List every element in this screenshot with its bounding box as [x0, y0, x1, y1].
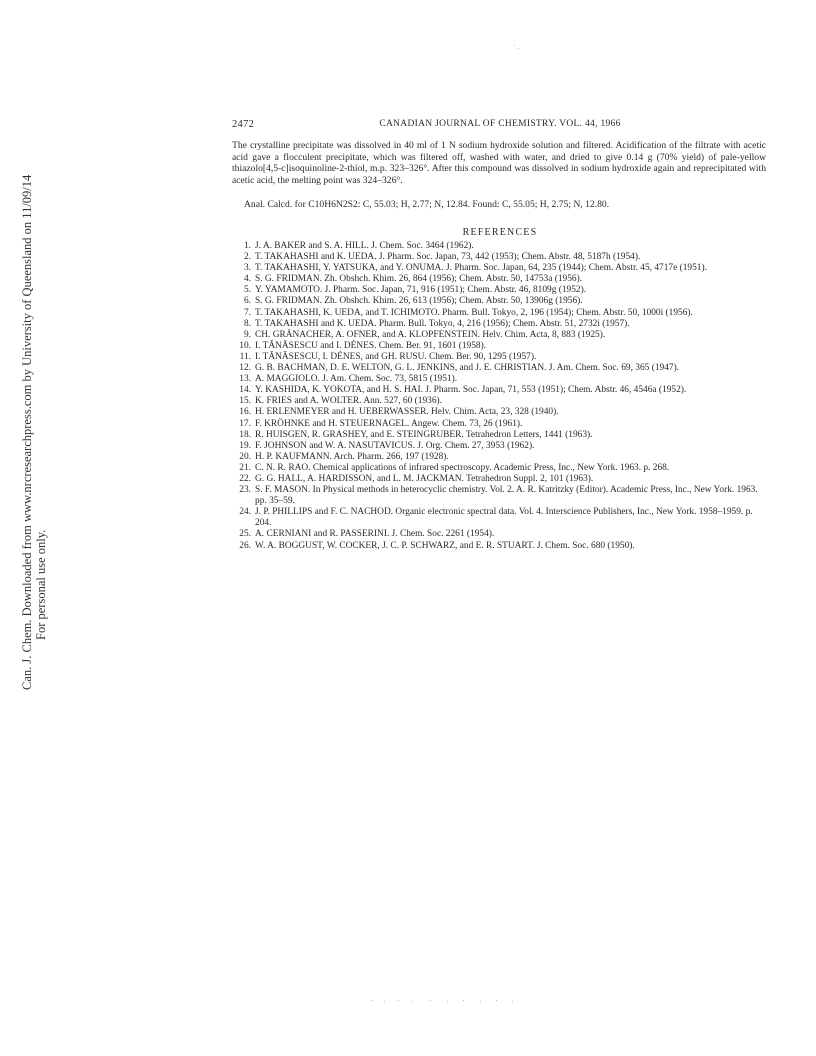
- running-header: [232, 119, 768, 133]
- reference-number: 8.: [243, 318, 251, 329]
- reference-item: [232, 474, 766, 485]
- reference-text: G. B. BACHMAN, D. E. WELTON, G. L. JENKINS, and J. E. CHRISTIAN. J. Am. Chem. Soc. 69, 365 (1947).: [255, 363, 680, 374]
- reference-number: 19.: [239, 440, 251, 451]
- reference-text: K. FRIES and A. WOLTER. Ann. 527, 60 (1936).: [255, 396, 442, 407]
- reference-text: J. A. BAKER and S. A. HILL. J. Chem. Soc. 3464 (1962).: [255, 241, 474, 251]
- reference-number: 15.: [239, 396, 251, 407]
- reference-number: 25.: [239, 529, 251, 540]
- body-paragraph: The crystalline precipitate was dissolved in 40 ml of 1 N sodium hydroxide solution and filtered. Acidification of the filtrate with acetic acid gave a flocculent precipitate, which was filtered off, washed with water, and dried to give 0.14 g (70% yield) of pale-yellow thiazolo[4,5-c]isoquinoline-2-thiol, m.p. 323–326°. After this compound was dissolved in sodium hydroxide again and reprecipitated with acetic acid, the melting point was 324–326°.: [232, 140, 766, 186]
- personal-use-notice: For personal use only.: [34, 529, 48, 640]
- reference-item: [232, 507, 766, 529]
- reference-text: T. TAKAHASHI, Y. YATSUKA, and Y. ONUMA. J. Pharm. Soc. Japan, 64, 235 (1944); Chem. Abstr. 45, 4717e (1951).: [255, 263, 707, 274]
- references-heading: REFERENCES: [462, 227, 538, 238]
- reference-text: A. MAGGIOLO. J. Am. Chem. Soc. 73, 5815 (1951).: [255, 374, 458, 385]
- reference-text: I. TĂNĂSESCU, I. DÉNES, and GH. RUSU. Chem. Ber. 90, 1295 (1957).: [255, 351, 537, 362]
- scan-speck: [372, 1000, 373, 1001]
- reference-text: Y. YAMAMOTO. J. Pharm. Soc. Japan, 71, 916 (1951); Chem. Abstr. 46, 8109g (1952).: [255, 285, 587, 296]
- references-list: [232, 241, 766, 552]
- reference-text: S. F. MASON. In Physical methods in heterocyclic chemistry. Vol. 2. A. R. Katritzky (Editor). Academic Press, Inc., New York. 1963. pp. 35–59.: [255, 485, 758, 507]
- reference-item: [232, 541, 766, 552]
- reference-text: H. P. KAUFMANN. Arch. Pharm. 266, 197 (1928).: [255, 451, 449, 462]
- reference-item: [232, 252, 766, 263]
- reference-item: [232, 341, 766, 352]
- reference-text: CH. GRÄNACHER, A. OFNER, and A. KLOPFENSTEIN. Helv. Chim. Acta, 8, 883 (1925).: [255, 329, 606, 340]
- reference-item: [232, 330, 766, 341]
- reference-text: J. P. PHILLIPS and F. C. NACHOD. Organic electronic spectral data. Vol. 4. Interscience Publishers, Inc., New York. 1958–1959. p. 204.: [255, 507, 753, 529]
- reference-text: S. G. FRIDMAN. Zh. Obshch. Khim. 26, 864 (1956); Chem. Abstr. 50, 14753a (1956).: [255, 274, 583, 285]
- scan-speck: [496, 1000, 497, 1001]
- reference-item: [232, 274, 766, 285]
- scan-speck: [480, 1001, 481, 1002]
- reference-text: S. G. FRIDMAN. Zh. Obshch. Khim. 26, 613 (1956); Chem. Abstr. 50, 13906g (1956).: [255, 296, 583, 307]
- reference-item: [232, 407, 766, 418]
- reference-text: T. TAKAHASHI and K. UEDA. Pharm. Bull. Tokyo, 4, 216 (1956); Chem. Abstr. 51, 2732i (1957).: [255, 318, 630, 329]
- reference-number: 9.: [243, 329, 251, 340]
- reference-text: F. JOHNSON and W. A. NASUTAVICUS. J. Org. Chem. 27, 3953 (1962).: [255, 440, 535, 451]
- reference-number: 24.: [239, 507, 251, 518]
- reference-item: [232, 419, 766, 430]
- reference-number: 13.: [239, 374, 251, 385]
- reference-text: H. ERLENMEYER and H. UEBERWASSER. Helv. Chim. Acta, 23, 328 (1940).: [255, 407, 559, 418]
- reference-number: 12.: [239, 363, 251, 374]
- page-number: 2472: [232, 119, 255, 130]
- reference-text: C. N. R. RAO. Chemical applications of infrared spectroscopy. Academic Press, Inc., New York. 1963. p. 268.: [255, 462, 670, 473]
- reference-item: [232, 452, 766, 463]
- reference-text: G. G. HALL, A. HARDISSON, and L. M. JACKMAN. Tetrahedron Suppl. 2, 101 (1963).: [255, 473, 594, 484]
- reference-text: T. TAKAHASHI, K. UEDA, and T. ICHIMOTO. Pharm. Bull. Tokyo, 2, 196 (1954); Chem. Abstr. 50, 1000i (1956).: [255, 307, 693, 318]
- elemental-analysis: Anal. Calcd. for C10H6N2S2: C, 55.03; H, 2.77; N, 12.84. Found: C, 55.05; H, 2.75; N, 12.80.: [244, 199, 610, 210]
- reference-number: 23.: [239, 485, 251, 496]
- reference-number: 6.: [243, 296, 251, 307]
- reference-number: 5.: [243, 285, 251, 296]
- scan-speck: [463, 1000, 464, 1001]
- download-notice-text: [20, 175, 48, 690]
- journal-title: CANADIAN JOURNAL OF CHEMISTRY. VOL. 44, 1966: [379, 119, 621, 129]
- reference-text: Y. KASHIDA, K. YOKOTA, and H. S. HAI. J. Pharm. Soc. Japan, 71, 553 (1951); Chem. Abstr. 46, 4546a (1952).: [255, 385, 687, 396]
- reference-number: 26.: [239, 540, 251, 551]
- scan-speck: [398, 1000, 399, 1001]
- reference-text: A. CERNIANI and R. PASSERINI. J. Chem. Soc. 2261 (1954).: [255, 529, 495, 540]
- reference-number: 3.: [243, 263, 251, 274]
- reference-item: [232, 363, 766, 374]
- scan-speck: [514, 45, 515, 46]
- scan-speck: [412, 1001, 413, 1002]
- reference-item: [232, 485, 766, 507]
- scan-speck: [384, 1001, 385, 1002]
- reference-item: [232, 529, 766, 540]
- scan-speck: [518, 48, 519, 49]
- reference-number: 17.: [239, 418, 251, 429]
- download-notice-line: Can. J. Chem. Downloaded from www.nrcresearchpress.com by University of Queensland on 11/09/14: [20, 174, 34, 690]
- reference-item: [232, 463, 766, 474]
- reference-number: 10.: [239, 340, 251, 351]
- reference-item: [232, 308, 766, 319]
- reference-number: 18.: [239, 429, 251, 440]
- reference-text: R. HUISGEN, R. GRASHEY, and E. STEINGRUBER. Tetrahedron Letters, 1441 (1963).: [255, 429, 593, 440]
- reference-number: 21.: [239, 462, 251, 473]
- download-notice-sidebar: [0, 0, 48, 1056]
- reference-item: [232, 352, 766, 363]
- reference-text: F. KRÖHNKE and H. STEUERNAGEL. Angew. Chem. 73, 26 (1961).: [255, 418, 523, 429]
- reference-text: W. A. BOGGUST, W. COCKER, J. C. P. SCHWARZ, and E. R. STUART. J. Chem. Soc. 680 (1950).: [255, 540, 635, 551]
- reference-item: [232, 263, 766, 274]
- reference-text: T. TAKAHASHI and K. UEDA. J. Pharm. Soc. Japan, 73, 442 (1953); Chem. Abstr. 48, 5187h (1954).: [255, 252, 641, 263]
- reference-item: [232, 319, 766, 330]
- reference-item: [232, 241, 766, 252]
- reference-item: [232, 385, 766, 396]
- reference-item: [232, 441, 766, 452]
- reference-number: 11.: [239, 351, 251, 362]
- reference-number: 16.: [239, 407, 251, 418]
- reference-number: 7.: [243, 307, 251, 318]
- scan-speck: [512, 1001, 513, 1002]
- reference-number: 2.: [243, 252, 251, 263]
- scan-speck: [430, 1000, 431, 1001]
- scan-speck: [447, 1001, 448, 1002]
- reference-item: [232, 396, 766, 407]
- reference-number: 1.: [243, 241, 251, 251]
- reference-number: 14.: [239, 385, 251, 396]
- reference-item: [232, 430, 766, 441]
- reference-item: [232, 296, 766, 307]
- reference-item: [232, 285, 766, 296]
- reference-item: [232, 374, 766, 385]
- reference-number: 22.: [239, 473, 251, 484]
- reference-number: 4.: [243, 274, 251, 285]
- reference-text: I. TĂNĂSESCU and I. DÉNES. Chem. Ber. 91, 1601 (1958).: [255, 340, 487, 351]
- reference-number: 20.: [239, 451, 251, 462]
